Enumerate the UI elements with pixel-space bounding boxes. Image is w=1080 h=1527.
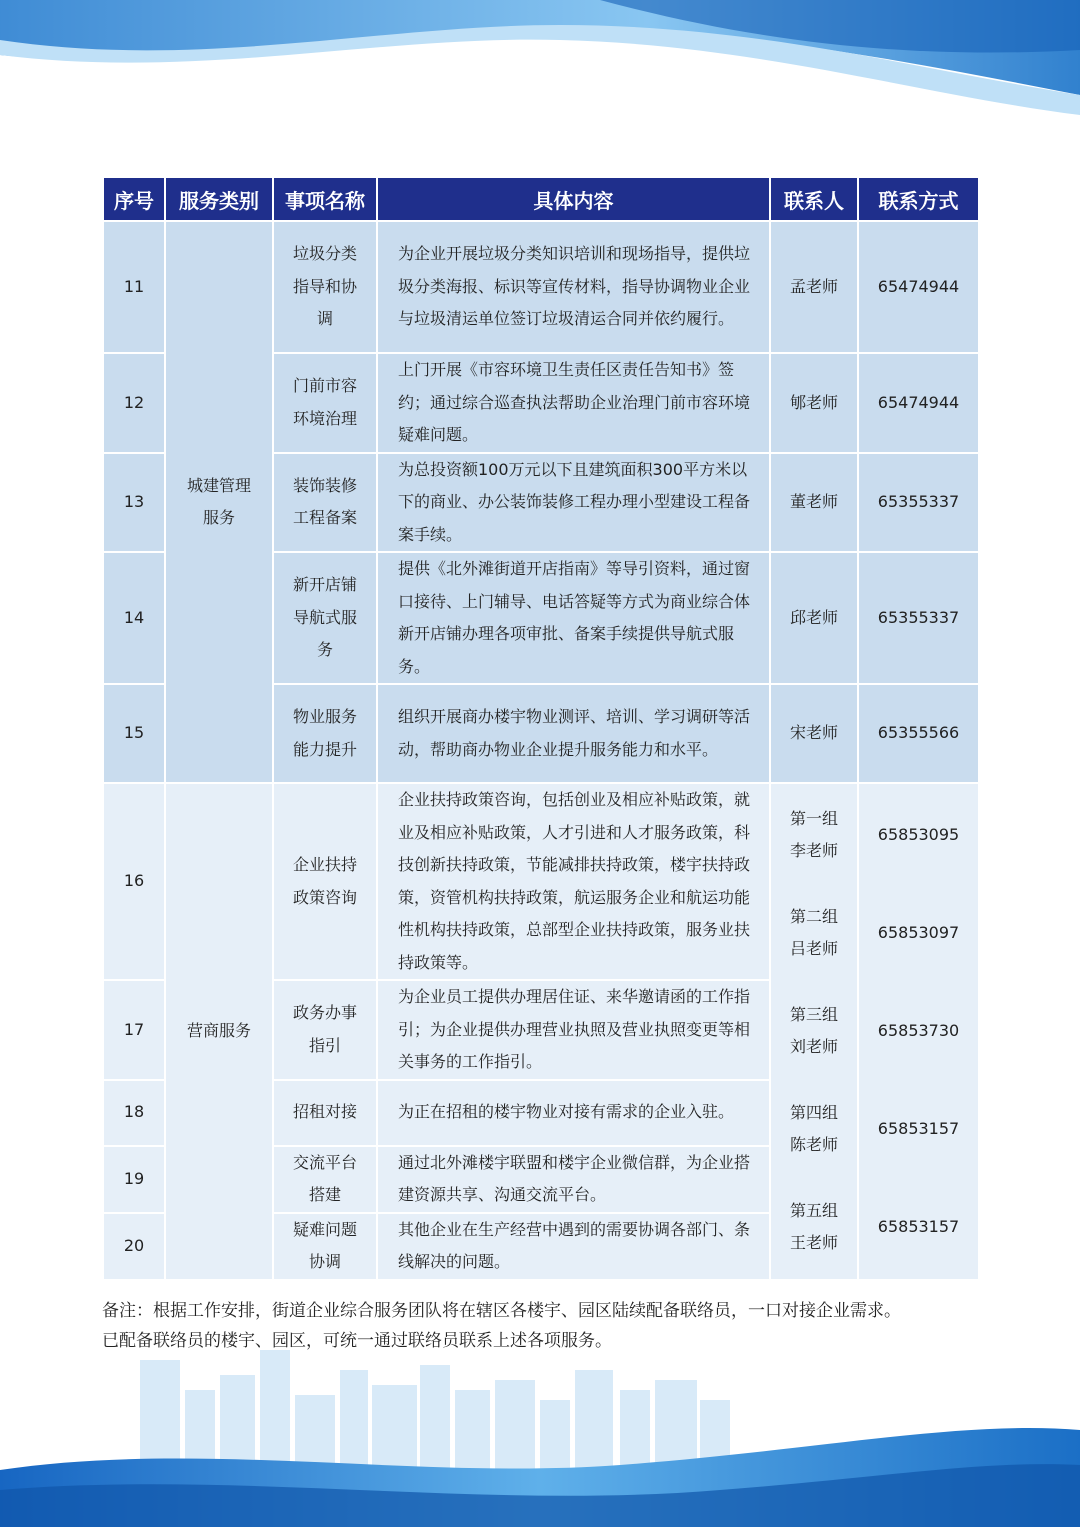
group-block <box>781 786 847 884</box>
item-content: 为企业开展垃圾分类知识培训和现场指导，提供垃圾分类海报、标识等宣传材料，指导协调物业企业与垃圾清运单位签订垃圾清运合同并依约履行。 <box>377 221 770 353</box>
footnote <box>102 1296 1002 1356</box>
contact-person: 吕老师 <box>789 939 838 959</box>
header-no: 序号 <box>103 177 165 221</box>
footnote-line-1: 备注：根据工作安排，街道企业综合服务团队将在辖区各楼宇、园区陆续配备联络员，一口对接企业需求。 <box>102 1301 901 1321</box>
top-wave-decoration <box>0 0 1080 160</box>
group-block <box>781 1178 847 1276</box>
item-content: 为正在招租的楼宇物业对接有需求的企业入驻。 <box>377 1080 770 1146</box>
item-content: 上门开展《市容环境卫生责任区责任告知书》签约；通过综合巡查执法帮助企业治理门前市容环境疑难问题。 <box>377 353 770 453</box>
item-content: 为总投资额100万元以下且建筑面积300平方米以下的商业、办公装饰装修工程办理小型建设工程备案手续。 <box>377 453 770 553</box>
row-no: 14 <box>103 552 165 684</box>
contact-phone: 65853157 <box>877 1217 960 1237</box>
item-content: 组织开展商办楼宇物业测评、培训、学习调研等活动，帮助商办物业企业提升服务能力和水平。 <box>377 684 770 783</box>
group-block <box>781 1080 847 1178</box>
item-name: 新开店铺导航式服务 <box>273 552 377 684</box>
group-label: 第四组 <box>789 1102 838 1122</box>
table-row <box>103 783 979 980</box>
contact-person: 李老师 <box>789 841 838 861</box>
item-name: 垃圾分类指导和协调 <box>273 221 377 353</box>
item-name: 门前市容环境治理 <box>273 353 377 453</box>
contact-person: 董老师 <box>770 453 858 553</box>
row-no: 19 <box>103 1146 165 1213</box>
row-no: 17 <box>103 980 165 1080</box>
contact-person: 王老师 <box>789 1233 838 1253</box>
header-category: 服务类别 <box>165 177 273 221</box>
contact-phone: 65853095 <box>877 825 960 845</box>
header-contact: 联系人 <box>770 177 858 221</box>
category-cell: 城建管理服务 <box>165 221 273 783</box>
category-cell: 营商服务 <box>165 783 273 1280</box>
row-no: 12 <box>103 353 165 453</box>
item-name: 交流平台搭建 <box>273 1146 377 1213</box>
item-name: 政务办事指引 <box>273 980 377 1080</box>
contact-phone: 65355337 <box>858 552 979 684</box>
group-label: 第一组 <box>789 808 838 828</box>
contact-person: 刘老师 <box>789 1037 838 1057</box>
item-name: 疑难问题协调 <box>273 1213 377 1280</box>
item-content: 通过北外滩楼宇联盟和楼宇企业微信群，为企业搭建资源共享、沟通交流平台。 <box>377 1146 770 1213</box>
item-name: 招租对接 <box>273 1080 377 1146</box>
contact-person: 陈老师 <box>789 1135 838 1155</box>
header-content: 具体内容 <box>377 177 770 221</box>
group-label: 第五组 <box>789 1200 838 1220</box>
group-block <box>781 982 847 1080</box>
row-no: 15 <box>103 684 165 783</box>
contact-person: 孟老师 <box>770 221 858 353</box>
contact-phone: 65355337 <box>858 453 979 553</box>
service-table <box>102 176 980 1281</box>
group-block <box>781 884 847 982</box>
row-no: 11 <box>103 221 165 353</box>
contact-phone: 65853157 <box>877 1119 960 1139</box>
item-content: 企业扶持政策咨询，包括创业及相应补贴政策，就业及相应补贴政策，人才引进和人才服务政策，科技创新扶持政策，节能减排扶持政策，楼宇扶持政策，资管机构扶持政策，航运服务企业和航运功能性机构扶持政策，总部型企业扶持政策，服务业扶持政策等。 <box>377 783 770 980</box>
row-no: 18 <box>103 1080 165 1146</box>
item-name: 装饰装修工程备案 <box>273 453 377 553</box>
contact-person: 宋老师 <box>770 684 858 783</box>
row-no: 20 <box>103 1213 165 1280</box>
contact-phone: 65853730 <box>877 1021 960 1041</box>
contact-groups <box>770 783 858 1280</box>
contact-person: 邱老师 <box>770 552 858 684</box>
header-phone: 联系方式 <box>858 177 979 221</box>
contact-phones <box>858 783 979 1280</box>
item-content: 为企业员工提供办理居住证、来华邀请函的工作指引；为企业提供办理营业执照及营业执照变更等相关事务的工作指引。 <box>377 980 770 1080</box>
row-no: 16 <box>103 783 165 980</box>
item-name: 企业扶持政策咨询 <box>273 783 377 980</box>
contact-phone: 65474944 <box>858 221 979 353</box>
header-item: 事项名称 <box>273 177 377 221</box>
row-no: 13 <box>103 453 165 553</box>
footnote-line-2: 已配备联络员的楼宇、园区，可统一通过联络员联系上述各项服务。 <box>102 1331 612 1351</box>
bottom-city-decoration <box>0 1350 1080 1527</box>
contact-person: 郇老师 <box>770 353 858 453</box>
contact-phone: 65355566 <box>858 684 979 783</box>
table-header-row <box>103 177 979 221</box>
item-content: 提供《北外滩街道开店指南》等导引资料，通过窗口接待、上门辅导、电话答疑等方式为商业综合体新开店铺办理各项审批、备案手续提供导航式服务。 <box>377 552 770 684</box>
table-row <box>103 221 979 353</box>
contact-phone: 65853097 <box>877 923 960 943</box>
item-name: 物业服务能力提升 <box>273 684 377 783</box>
group-label: 第三组 <box>789 1004 838 1024</box>
contact-phone: 65474944 <box>858 353 979 453</box>
group-label: 第二组 <box>789 906 838 926</box>
item-content: 其他企业在生产经营中遇到的需要协调各部门、条线解决的问题。 <box>377 1213 770 1280</box>
